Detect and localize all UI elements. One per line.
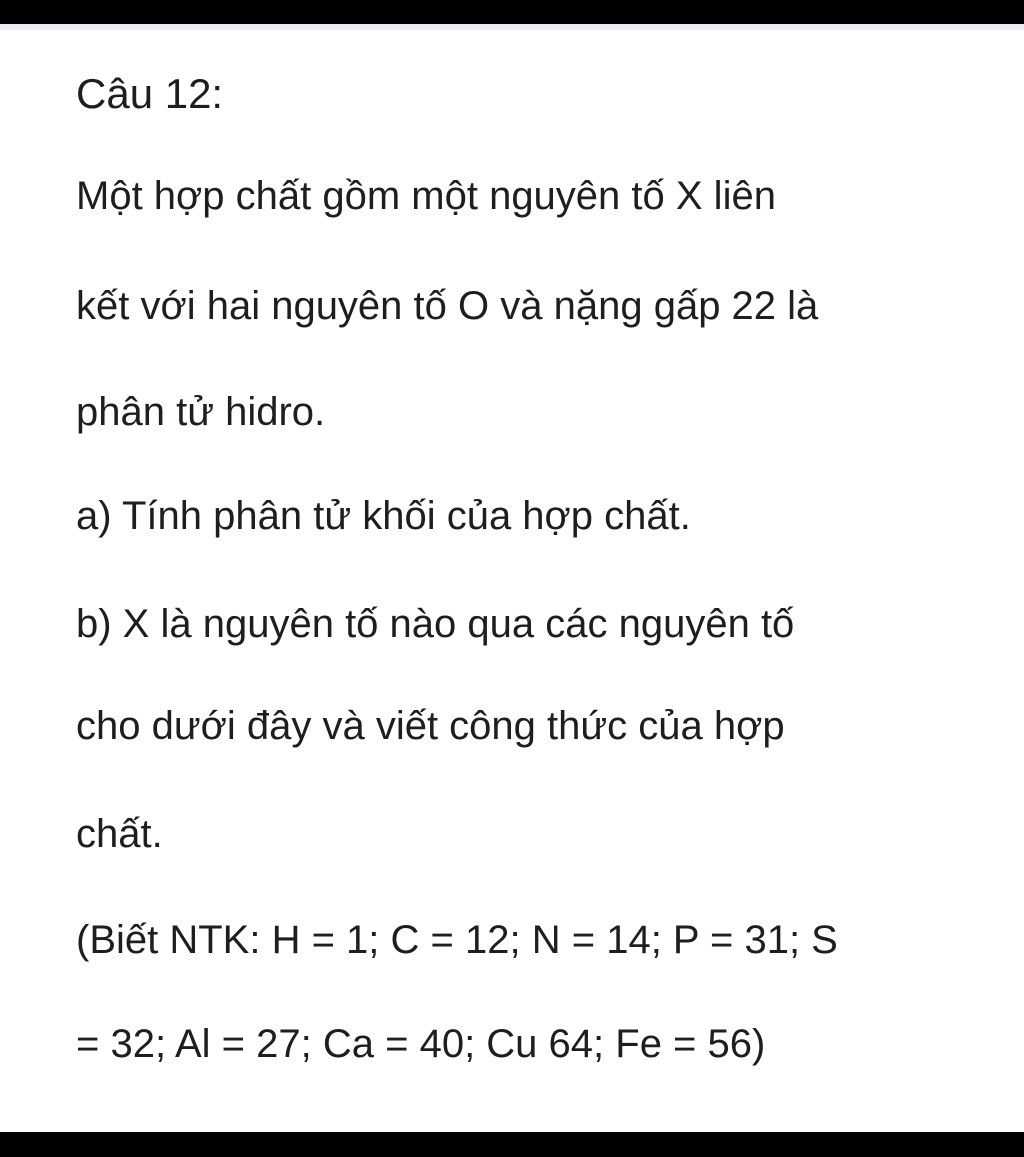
part-b-text-line-1: b) X là nguyên tố nào qua các nguyên tố [76, 602, 795, 646]
part-b-text-line-3: chất. [76, 812, 163, 856]
part-b-text-line-2: cho dưới đây và viết công thức của hợp [76, 704, 785, 748]
atomic-mass-note-line-2: = 32; Al = 27; Ca = 40; Cu 64; Fe = 56) [76, 1022, 766, 1066]
part-a-text: a) Tính phân tử khối của hợp chất. [76, 494, 691, 538]
question-card [0, 24, 1024, 1132]
question-title: Câu 12: [76, 70, 224, 117]
question-text-line-3: phân tử hidro. [76, 390, 326, 434]
atomic-mass-note-line-1: (Biết NTK: H = 1; C = 12; N = 14; P = 31; S [76, 918, 838, 962]
question-text-line-2: kết với hai nguyên tố O và nặng gấp 22 là [76, 284, 819, 328]
question-text-line-1: Một hợp chất gồm một nguyên tố X liên [76, 174, 776, 218]
